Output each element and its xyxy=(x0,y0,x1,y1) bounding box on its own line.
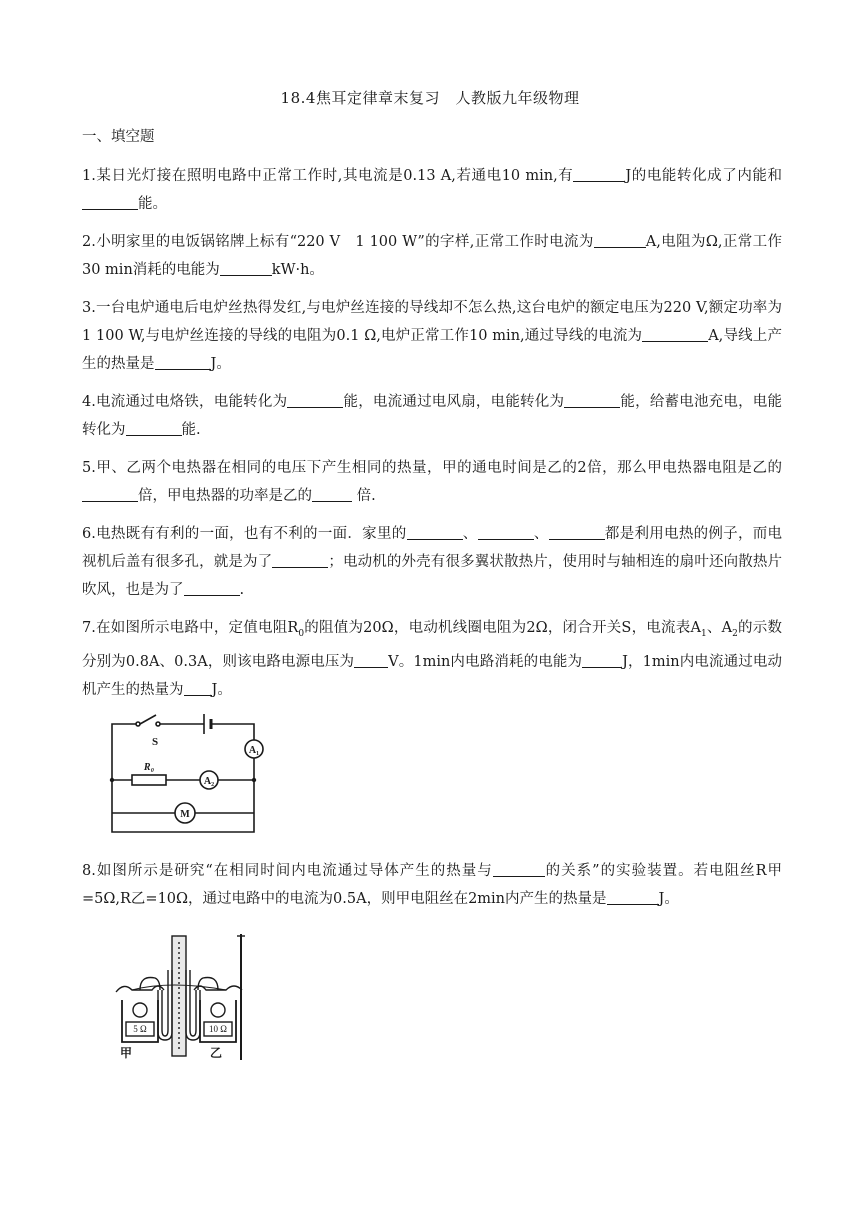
question-5 xyxy=(82,454,782,510)
question-text: 倍，甲电热器的功率是乙的 xyxy=(138,488,312,504)
separator: 、 xyxy=(533,526,549,542)
answer-blank[interactable] xyxy=(493,860,545,877)
answer-blank[interactable] xyxy=(594,231,646,248)
answer-blank[interactable] xyxy=(354,651,388,668)
question-text: A,电阻为Ω,正常工作30 min消耗的电能为 xyxy=(82,234,782,278)
answer-blank[interactable] xyxy=(220,259,272,276)
answer-blank[interactable] xyxy=(582,651,622,668)
answer-blank[interactable] xyxy=(573,165,625,182)
question-text: 都是利用电热的例子，而电视机后盖有很多孔，就是为了 xyxy=(82,526,783,570)
document-title: 18.4焦耳定律章末复习 人教版九年级物理 xyxy=(280,89,580,107)
answer-blank[interactable] xyxy=(312,485,352,502)
answer-blank[interactable] xyxy=(184,679,212,696)
motor-label: M xyxy=(180,809,190,820)
question-text: J。 xyxy=(210,356,231,372)
question-text: 能，给蓄电池充电，电能转化为 xyxy=(82,394,783,438)
question-2 xyxy=(82,228,782,284)
answer-blank[interactable] xyxy=(407,523,463,540)
answer-blank[interactable] xyxy=(272,551,328,568)
question-text: J。 xyxy=(658,891,679,907)
question-text: 、A xyxy=(706,620,733,636)
question-7 xyxy=(82,614,782,704)
question-text: 能，电流通过电风扇，电能转化为 xyxy=(343,394,565,410)
question-text: 3.一台电炉通电后电炉丝热得发红,与电炉丝连接的导线却不怎么热,这台电炉的额定电压为220 V,额定功率为1 100 W,与电炉丝连接的导线的电阻为0.1 Ω,电炉正常工作10 min,通过导线的电流为 xyxy=(82,300,782,344)
question-6 xyxy=(82,520,782,604)
question-4 xyxy=(82,388,782,444)
ammeter-1-label: A₁ xyxy=(248,745,260,756)
question-text: V。1min内电路消耗的电能为 xyxy=(388,653,583,670)
subscript: 2 xyxy=(732,628,738,639)
resistor-label: R₀ xyxy=(143,762,155,773)
question-text: 8.如图所示是研究“在相同时间内电流通过导体产生的热量与 xyxy=(82,863,493,879)
answer-blank[interactable] xyxy=(478,523,534,540)
jia-label: 甲 xyxy=(120,1046,133,1060)
circuit-diagram xyxy=(100,712,270,834)
answer-blank[interactable] xyxy=(126,419,182,436)
question-text: kW·h。 xyxy=(271,262,324,278)
question-text: 2.小明家里的电饭锅铭牌上标有“220 V 1 100 W”的字样,正常工作时电流为 xyxy=(82,234,594,250)
separator: 、 xyxy=(462,526,478,542)
question-text: 4.电流通过电烙铁，电能转化为 xyxy=(82,394,288,410)
question-text: 5.甲、乙两个电热器在相同的电压下产生相同的热量，甲的通电时间是乙的2倍，那么甲电热器电阻是乙的 xyxy=(82,460,782,476)
question-text: ；电动机的外壳有很多翼状散热片，使用时与轴相连的扇叶还向散热片吹风，也是为了 xyxy=(82,554,783,598)
answer-blank[interactable] xyxy=(155,353,211,370)
switch-label: S xyxy=(151,736,159,748)
answer-blank[interactable] xyxy=(642,325,708,342)
heat-experiment-diagram xyxy=(110,930,250,1065)
question-text: 的关系”的实验装置。若电阻丝R甲=5Ω,R乙=10Ω，通过电路中的电流为0.5A，则甲电阻丝在2min内产生的热量是 xyxy=(82,863,782,907)
question-text: 6.电热既有有利的一面，也有不利的一面．家里的 xyxy=(82,526,407,542)
section-heading: 一、填空题 xyxy=(82,129,155,145)
question-text: 能。 xyxy=(138,196,167,212)
subscript: 1 xyxy=(700,628,707,639)
answer-blank[interactable] xyxy=(607,888,659,905)
question-text: J的电能转化成了内能和 xyxy=(625,168,782,184)
question-1 xyxy=(82,162,782,218)
question-8 xyxy=(82,857,782,913)
question-text: 能. xyxy=(181,422,201,438)
question-text: J。 xyxy=(211,681,232,698)
question-text: 的示数分别为0.8A、0.3A，则该电路电源电压为 xyxy=(82,620,782,670)
question-text: J，1min内电流通过电动机产生的热量为 xyxy=(82,653,783,698)
question-text: 倍. xyxy=(352,488,376,504)
answer-blank[interactable] xyxy=(549,523,605,540)
subscript: 0 xyxy=(298,628,305,639)
question-text: 1.某日光灯接在照明电路中正常工作时,其电流是0.13 A,若通电10 min,有 xyxy=(82,168,574,184)
ammeter-2-label: A₂ xyxy=(203,776,215,787)
answer-blank[interactable] xyxy=(564,391,620,408)
answer-blank[interactable] xyxy=(184,579,240,596)
left-resistor-label: 5 Ω xyxy=(133,1024,147,1034)
answer-blank[interactable] xyxy=(82,485,138,502)
question-text: 7.在如图所示电路中，定值电阻R xyxy=(82,620,299,636)
question-text: A,导线上产生的热量是 xyxy=(82,328,782,372)
question-3 xyxy=(82,294,782,378)
question-text: . xyxy=(239,582,245,598)
right-resistor-label: 10 Ω xyxy=(209,1024,227,1034)
answer-blank[interactable] xyxy=(82,193,138,210)
question-text: 的阻值为20Ω，电动机线圈电阻为2Ω，闭合开关S，电流表A xyxy=(304,620,701,636)
yi-label: 乙 xyxy=(210,1046,223,1060)
answer-blank[interactable] xyxy=(287,391,343,408)
